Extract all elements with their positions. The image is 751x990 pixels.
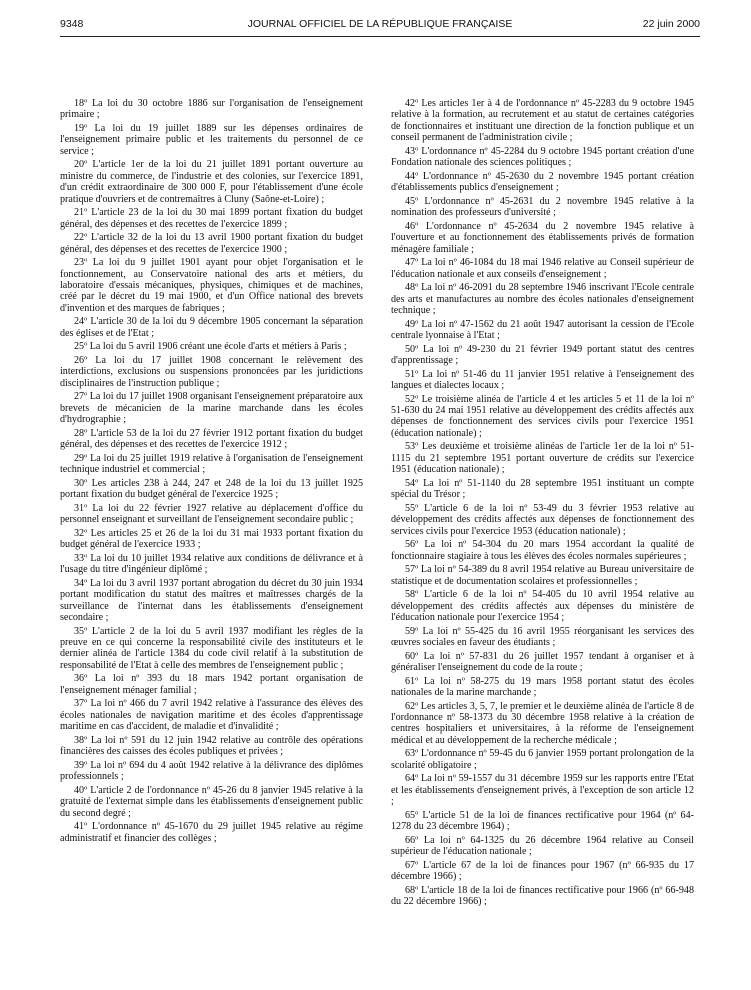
article-paragraph: 38º La loi nº 591 du 12 juin 1942 relative au contrôle des opérations financières des caisses des écoles publiques et privées ; bbox=[60, 734, 363, 758]
article-paragraph: 26º La loi du 17 juillet 1908 concernant le relèvement des interdictions, exclusions ou suspensions prononcées par les juridictions disciplinaires de l'instruction publique ; bbox=[60, 355, 363, 389]
article-paragraph: 36º La loi nº 393 du 18 mars 1942 portant organisation de l'enseignement ménager familial ; bbox=[60, 673, 363, 696]
article-paragraph: 22º L'article 32 de la loi du 13 avril 1900 portant fixation du budget général, des dépenses et des recettes de l'exercice 1900 ; bbox=[60, 232, 363, 255]
article-paragraph: 66º La loi nº 64-1325 du 26 décembre 1964 relative au Conseil supérieur de l'éducation nationale ; bbox=[391, 834, 694, 858]
article-paragraph: 23º La loi du 9 juillet 1901 ayant pour objet l'organisation et le fonctionnement, au Conservatoire national des arts et métiers, du laboratoire d'essais mécaniques, physiques, chimiques et de machines, créé par le décret du 19 mai 1900, et d'un Office national des brevets d'invention et des marques de fabriques ; bbox=[60, 257, 363, 314]
article-paragraph: 68º L'article 18 de la loi de finances rectificative pour 1966 (nº 66-948 du 22 décembre 1966) ; bbox=[391, 884, 694, 908]
article-paragraph: 20º L'article 1er de la loi du 21 juillet 1891 portant ouverture au ministre du commerce, de l'industrie et des colonies, sur l'exercice 1891, d'un crédit extraordinaire de 300 000 F, pour l'établissement d'une école pratique d'ouvriers et de contremaîtres à Cluny (Saône-et-Loire) ; bbox=[60, 159, 363, 205]
article-paragraph: 60º La loi nº 57-831 du 26 juillet 1957 tendant à organiser et à généraliser l'enseignement du code de la route ; bbox=[391, 650, 694, 674]
header-rule bbox=[60, 36, 700, 37]
article-paragraph: 63º L'ordonnance nº 59-45 du 6 janvier 1959 portant prolongation de la scolarité obligatoire ; bbox=[391, 748, 694, 771]
page-header bbox=[60, 18, 700, 34]
article-paragraph: 19º La loi du 19 juillet 1889 sur les dépenses ordinaires de l'enseignement primaire public et les traitements du personnel de ce service ; bbox=[60, 123, 363, 157]
article-paragraph: 31º La loi du 22 février 1927 relative au déplacement d'office du personnel enseignant et surveillant de l'enseignement secondaire public ; bbox=[60, 502, 363, 526]
article-paragraph: 24º L'article 30 de la loi du 9 décembre 1905 concernant la séparation des églises et de l'Etat ; bbox=[60, 316, 363, 339]
article-paragraph: 27º La loi du 17 juillet 1908 organisant l'enseignement préparatoire aux brevets de mécanicien de la marine marchande dans les écoles d'hydrographie ; bbox=[60, 391, 363, 426]
article-paragraph: 47º La loi nº 46-1084 du 18 mai 1946 relative au Conseil supérieur de l'éducation nationale et aux conseils d'enseignement ; bbox=[391, 257, 694, 280]
article-paragraph: 65º L'article 51 de la loi de finances rectificative pour 1964 (nº 64-1278 du 23 décembre 1964) ; bbox=[391, 809, 694, 833]
article-paragraph: 32º Les articles 25 et 26 de la loi du 31 mai 1933 portant fixation du budget général de l'exercice 1933 ; bbox=[60, 527, 363, 551]
article-paragraph: 58º L'article 6 de la loi nº 54-405 du 10 avril 1954 relative au développement des crédits affectés aux dépenses du ministère de l'éducation nationale pour l'exercice 1954 ; bbox=[391, 589, 694, 624]
article-paragraph: 51º La loi nº 51-46 du 11 janvier 1951 relative à l'enseignement des langues et dialectes locaux ; bbox=[391, 368, 694, 392]
article-paragraph: 34º La loi du 3 avril 1937 portant abrogation du décret du 30 juin 1934 portant modification du statut des maîtres et maîtresses chargés de la surveillance de l'internat dans les établissements d'enseignement secondaire ; bbox=[60, 577, 363, 624]
article-paragraph: 48º La loi nº 46-2091 du 28 septembre 1946 inscrivant l'Ecole centrale des arts et manufactures au nombre des écoles nationales d'enseignement technique ; bbox=[391, 282, 694, 317]
article-paragraph: 55º L'article 6 de la loi nº 53-49 du 3 février 1953 relative au développement des crédits affectés aux dépenses de fonctionnement des services civils pour l'exercice 1953 (éducation nationale) ; bbox=[391, 502, 694, 537]
left-column bbox=[60, 98, 363, 846]
article-paragraph: 56º La loi nº 54-304 du 20 mars 1954 accordant la qualité de fonctionnaire stagiaire à tous les élèves des écoles normales supérieures ; bbox=[391, 539, 694, 562]
article-paragraph: 50º La loi nº 49-230 du 21 février 1949 portant statut des centres d'apprentissage ; bbox=[391, 343, 694, 367]
article-paragraph: 35º L'article 2 de la loi du 5 avril 1937 modifiant les règles de la preuve en ce qui concerne la responsabilité civile des instituteurs et le dernier alinéa de l'article 1384 du code civil relatif à la substitution de responsabilité de l'Etat à celle des membres de l'enseignement public ; bbox=[60, 625, 363, 671]
article-paragraph: 54º La loi nº 51-1140 du 28 septembre 1951 instituant un compte spécial du Trésor ; bbox=[391, 477, 694, 501]
article-paragraph: 40º L'article 2 de l'ordonnance nº 45-26 du 8 janvier 1945 relative à la gratuité de l'externat simple dans les établissements d'enseignement public du second degré ; bbox=[60, 784, 363, 819]
article-paragraph: 52º Le troisième alinéa de l'article 4 et les articles 5 et 11 de la loi nº 51-630 du 24 mai 1951 relative au développement des crédits affectés aux dépenses de fonctionnement des services civils pour l'exercice 1951 (éducation nationale) ; bbox=[391, 393, 694, 439]
article-paragraph: 41º L'ordonnance nº 45-1670 du 29 juillet 1945 relative au régime administratif et financier des collèges ; bbox=[60, 821, 363, 844]
article-paragraph: 30º Les articles 238 à 244, 247 et 248 de la loi du 13 juillet 1925 portant fixation du budget général de l'exercice 1925 ; bbox=[60, 477, 363, 501]
article-paragraph: 62º Les articles 3, 5, 7, le premier et le deuxième alinéa de l'article 8 de l'ordonnance nº 58-1373 du 30 décembre 1958 relative à la création de centres hospitaliers et universitaires, à la réforme de l'enseignement médical et au développement de la recherche médicale ; bbox=[391, 700, 694, 746]
right-column bbox=[391, 98, 694, 910]
page-number: 9348 bbox=[60, 18, 84, 30]
article-paragraph: 53º Les deuxième et troisième alinéas de l'article 1er de la loi nº 51-1115 du 21 septembre 1951 portant ouverture de crédits sur l'exercice 1951 (éducation nationale) ; bbox=[391, 441, 694, 476]
article-paragraph: 39º La loi nº 694 du 4 août 1942 relative à la délivrance des diplômes professionnels ; bbox=[60, 759, 363, 783]
article-paragraph: 28º L'article 53 de la loi du 27 février 1912 portant fixation du budget général, des dépenses et des recettes de l'exercice 1912 ; bbox=[60, 427, 363, 451]
article-paragraph: 59º La loi nº 55-425 du 16 avril 1955 réorganisant les services des œuvres sociales en faveur des étudiants ; bbox=[391, 625, 694, 649]
article-paragraph: 61º La loi nº 58-275 du 19 mars 1958 portant statut des écoles nationales de la marine marchande ; bbox=[391, 675, 694, 699]
article-paragraph: 49º La loi nº 47-1562 du 21 août 1947 autorisant la cession de l'Ecole centrale lyonnaise à l'Etat ; bbox=[391, 318, 694, 342]
article-paragraph: 44º L'ordonnance nº 45-2630 du 2 novembre 1945 portant création d'établissements publics d'enseignement ; bbox=[391, 170, 694, 194]
article-paragraph: 33º La loi du 10 juillet 1934 relative aux conditions de délivrance et à l'usage du titre d'ingénieur diplômé ; bbox=[60, 552, 363, 576]
article-paragraph: 57º La loi nº 54-389 du 8 avril 1954 relative au Bureau universitaire de statistique et de documentation scolaires et professionnelles ; bbox=[391, 564, 694, 587]
article-paragraph: 29º La loi du 25 juillet 1919 relative à l'organisation de l'enseignement technique industriel et commercial ; bbox=[60, 452, 363, 476]
article-paragraph: 46º L'ordonnance nº 45-2634 du 2 novembre 1945 relative à l'ouverture et au fonctionnement des établissements privés de formation ménagère familiale ; bbox=[391, 220, 694, 255]
article-paragraph: 25º La loi du 5 avril 1906 créant une école d'arts et métiers à Paris ; bbox=[74, 341, 347, 353]
article-paragraph: 67º L'article 67 de la loi de finances pour 1967 (nº 66-935 du 17 décembre 1966) ; bbox=[391, 859, 694, 883]
publication-date: 22 juin 2000 bbox=[642, 18, 700, 30]
article-paragraph: 45º L'ordonnance nº 45-2631 du 2 novembre 1945 relative à la nomination des professeurs d'université ; bbox=[391, 195, 694, 219]
article-paragraph: 18º La loi du 30 octobre 1886 sur l'organisation de l'enseignement primaire ; bbox=[60, 98, 363, 121]
journal-title: JOURNAL OFFICIEL DE LA RÉPUBLIQUE FRANÇAISE bbox=[247, 18, 513, 30]
article-paragraph: 64º La loi nº 59-1557 du 31 décembre 1959 sur les rapports entre l'Etat et les établissements d'enseignement privés, à l'exception de son article 12 ; bbox=[391, 773, 694, 808]
article-paragraph: 42º Les articles 1er à 4 de l'ordonnance nº 45-2283 du 9 octobre 1945 relative à la formation, au recrutement et au statut de certaines catégories de fonctionnaires et instituant une direction de la fonction publique et un conseil permanent de l'administration civile ; bbox=[391, 98, 694, 144]
article-paragraph: 21º L'article 23 de la loi du 30 mai 1899 portant fixation du budget général, des dépenses et des recettes de l'exercice 1899 ; bbox=[60, 207, 363, 230]
article-paragraph: 37º La loi nº 466 du 7 avril 1942 relative à l'assurance des élèves des écoles nationales de navigation maritime et des écoles d'apprentissage maritime en cas d'accident, de maladie et d'invalidité ; bbox=[60, 698, 363, 733]
article-paragraph: 43º L'ordonnance nº 45-2284 du 9 octobre 1945 portant création d'une Fondation nationale des sciences politiques ; bbox=[391, 145, 694, 169]
